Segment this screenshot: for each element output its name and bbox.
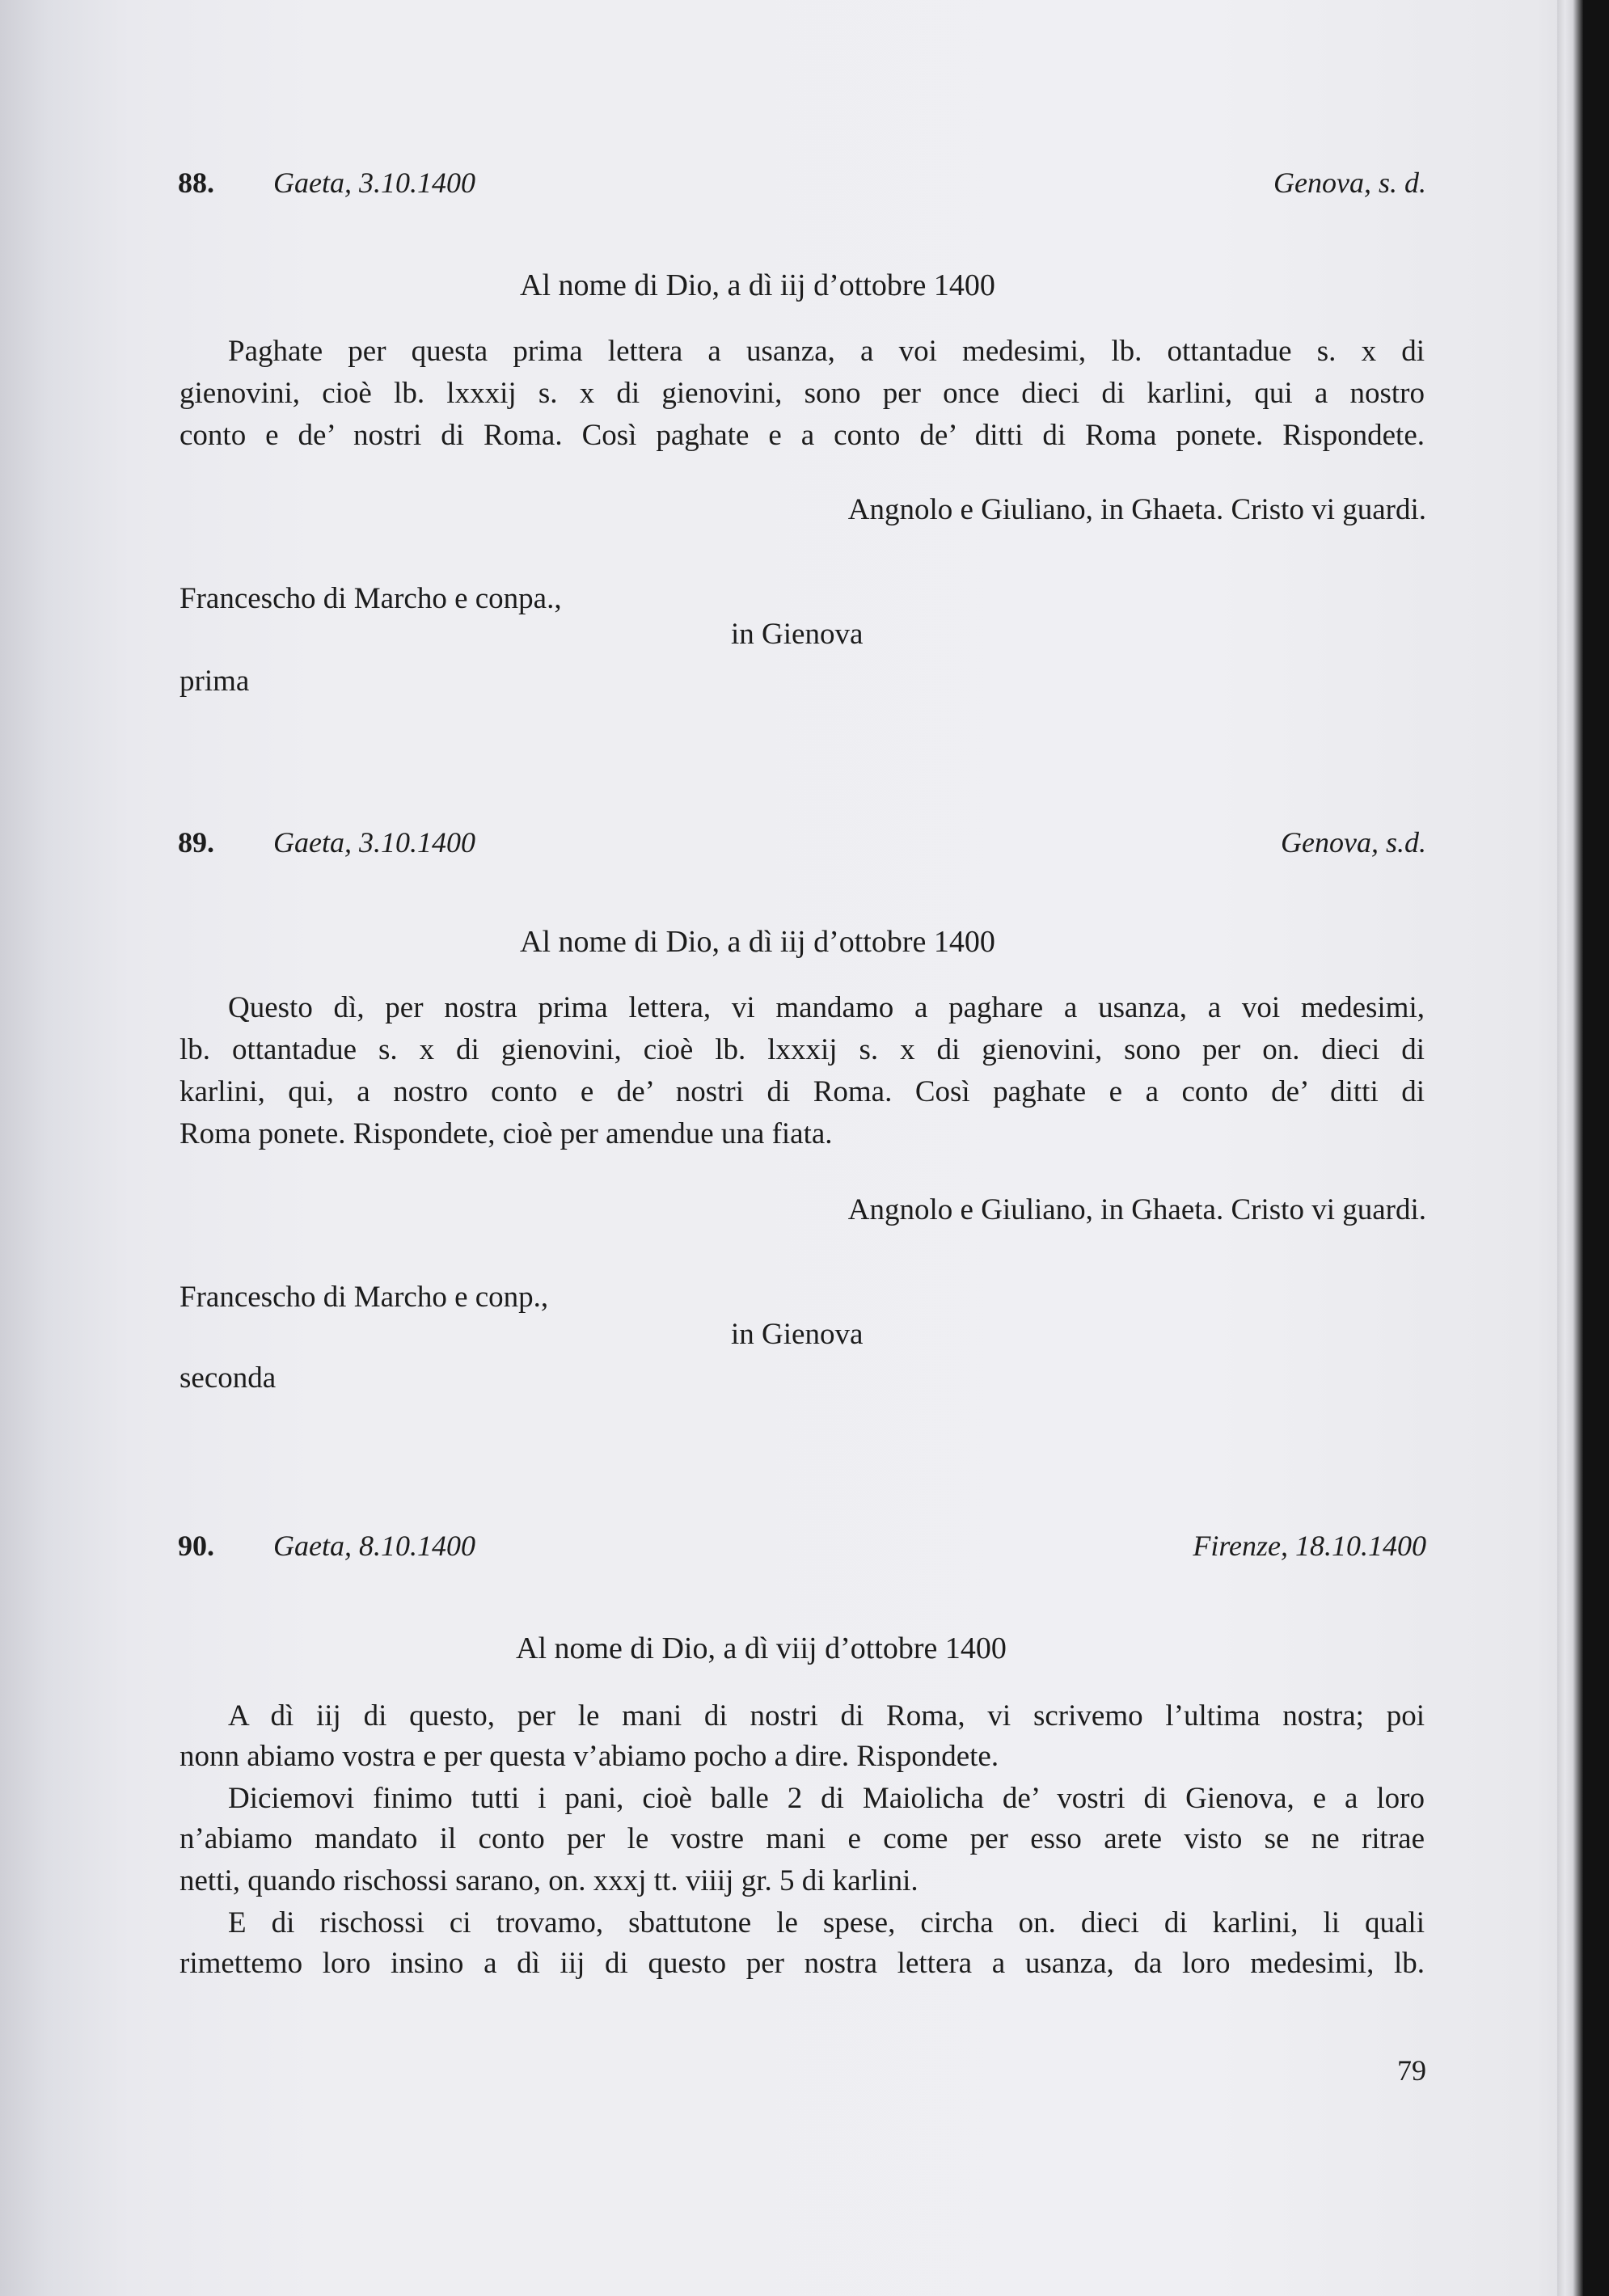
- letter-89-address-place: in Gienova: [731, 1318, 864, 1351]
- letter-89-body-line: lb. ottantadue s. x di gienovini, cioè lb. lxxxij s. x di gienovini, sono per on. dieci di: [179, 1033, 1425, 1066]
- letter-90-body-line: A dì iij di questo, per le mani di nostri di Roma, vi scrivemo l’ultima nostra; poi: [228, 1699, 1425, 1733]
- letter-89-signature: Angnolo e Giuliano, in Ghaeta. Cristo vi guardi.: [847, 1193, 1426, 1226]
- letter-88-copy-note: prima: [179, 665, 250, 698]
- letter-89-body-line: karlini, qui, a nostro conto e de’ nostri di Roma. Così paghate e a conto de’ ditti di: [179, 1075, 1425, 1108]
- letter-90-body-line: rimettemo loro insino a dì iij di questo per nostra lettera a usanza, da loro medesimi, lb.: [179, 1947, 1425, 1980]
- letter-89-title: Al nome di Dio, a dì iij d’ottobre 1400: [520, 925, 995, 959]
- letter-88-address-place: in Gienova: [731, 618, 864, 651]
- letter-90-body-line: nonn abiamo vostra e per questa v’abiamo pocho a dire. Rispondete.: [179, 1740, 999, 1773]
- page-number: 79: [1397, 2054, 1426, 2087]
- letter-90-body-line: E di rischossi ci trovamo, sbattutone le spese, circha on. dieci di karlini, li quali: [228, 1906, 1425, 1939]
- letter-90-origin: Gaeta, 8.10.1400: [273, 1530, 475, 1562]
- letter-90-number: 90.: [178, 1530, 214, 1562]
- letter-90-body-line: netti, quando rischossi sarano, on. xxxj tt. viiij gr. 5 di karlini.: [179, 1864, 919, 1897]
- letter-90-destination: Firenze, 18.10.1400: [1193, 1530, 1426, 1562]
- page-edge: [1557, 0, 1583, 2296]
- letter-88-address: Francescho di Marcho e conpa.,: [179, 582, 562, 615]
- letter-88-body-line: conto e de’ nostri di Roma. Così paghate e a conto de’ ditti di Roma ponete. Rispondete.: [179, 419, 1425, 452]
- letter-89-origin: Gaeta, 3.10.1400: [273, 826, 475, 859]
- letter-88-destination: Genova, s. d.: [1273, 167, 1426, 199]
- letter-88-body-line: Paghate per questa prima lettera a usanza, a voi medesimi, lb. ottantadue s. x di: [228, 335, 1425, 368]
- letter-90-title: Al nome di Dio, a dì viij d’ottobre 1400: [516, 1631, 1007, 1665]
- letter-90-body-line: n’abiamo mandato il conto per le vostre mani e come per esso arete visto se ne ritrae: [179, 1822, 1425, 1855]
- letter-88-body-line: gienovini, cioè lb. lxxxij s. x di gienovini, sono per once dieci di karlini, qui a nostro: [179, 377, 1425, 410]
- letter-88-number: 88.: [178, 167, 214, 199]
- letter-89-copy-note: seconda: [179, 1361, 277, 1395]
- letter-88-signature: Angnolo e Giuliano, in Ghaeta. Cristo vi guardi.: [847, 493, 1426, 526]
- letter-89-body-line: Roma ponete. Rispondete, cioè per amendue una fiata.: [179, 1117, 833, 1150]
- letter-89-address: Francescho di Marcho e conp.,: [179, 1281, 549, 1314]
- letter-88-title: Al nome di Dio, a dì iij d’ottobre 1400: [520, 268, 995, 302]
- letter-88-origin: Gaeta, 3.10.1400: [273, 167, 475, 199]
- letter-89-destination: Genova, s.d.: [1281, 826, 1426, 859]
- letter-89-number: 89.: [178, 826, 214, 859]
- letter-89-body-line: Questo dì, per nostra prima lettera, vi mandamo a paghare a usanza, a voi medesimi,: [228, 991, 1425, 1024]
- letter-90-body-line: Diciemovi finimo tutti i pani, cioè balle 2 di Maiolicha de’ vostri di Gienova, e a loro: [228, 1782, 1425, 1815]
